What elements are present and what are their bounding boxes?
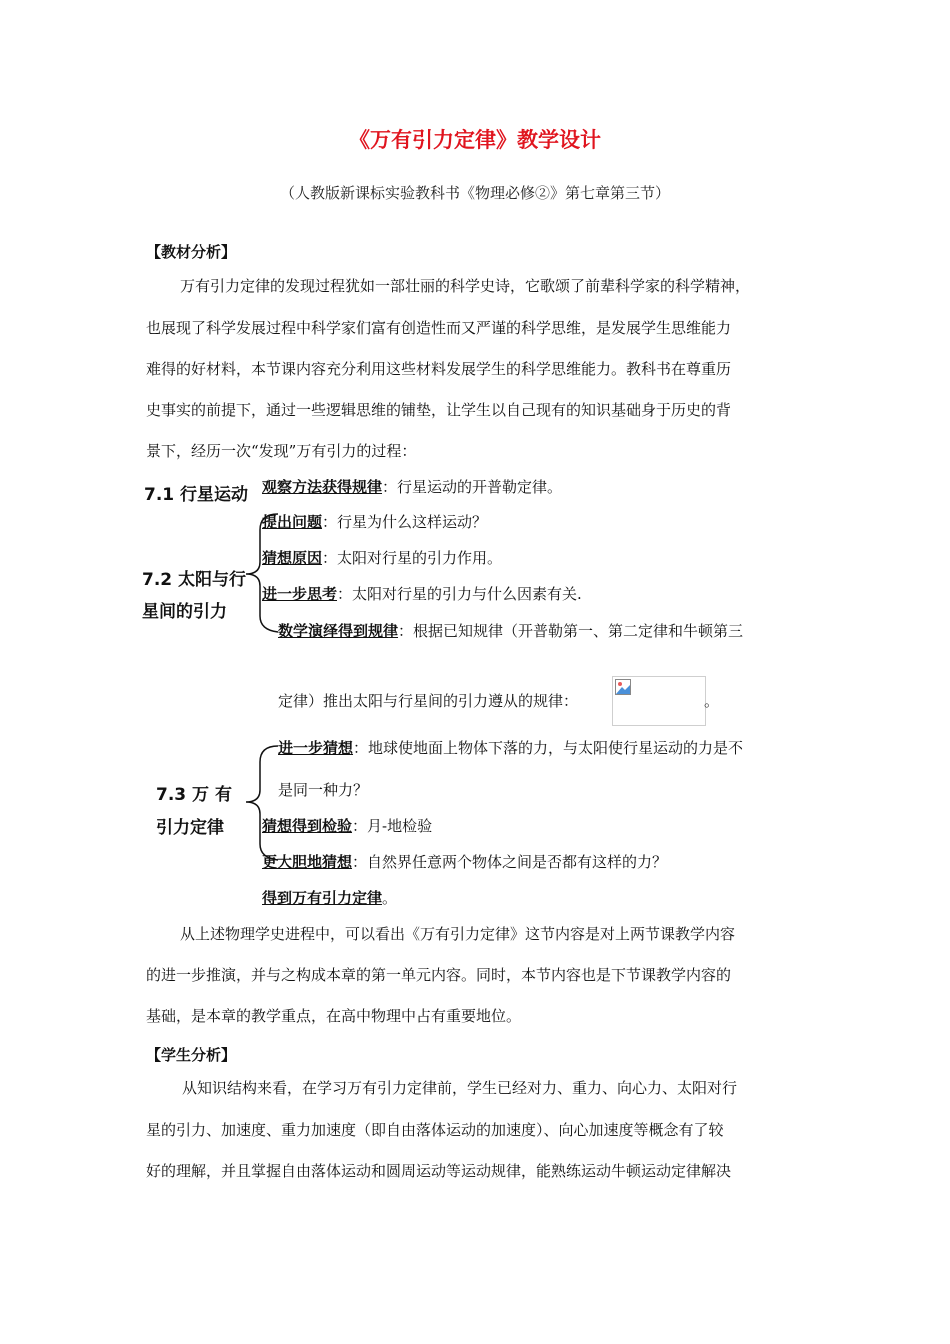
para2-line-2: 的进一步推演，并与之构成本章的第一单元内容。同时，本节内容也是下节课教学内容的 — [146, 966, 732, 984]
para2-line-1: 从上述物理学史进程中，可以看出《万有引力定律》这节内容是对上两节课教学内容 — [180, 925, 736, 943]
item-text: ：太阳对行星的引力作用。 — [322, 549, 503, 567]
section-7-3-label-line-2: 引力定律 — [156, 818, 224, 838]
para3-line-2: 星的引力、加速度、重力加速度（即自由落体运动的加速度）、向心加速度等概念有了较 — [146, 1121, 724, 1139]
item-bold: 更大胆地猜想 — [262, 853, 353, 871]
item-bold: 观察方法获得规律 — [262, 478, 383, 496]
formula-image-placeholder — [612, 676, 706, 726]
item-bold: 进一步思考 — [262, 585, 338, 603]
item-text: ：行星运动的开普勒定律。 — [382, 478, 563, 496]
item-text: ：自然界任意两个物体之间是否都有这样的力？ — [352, 853, 668, 871]
item-bold: 数学演绎得到规律 — [278, 622, 399, 640]
broken-image-icon — [615, 679, 631, 695]
para3-line-1: 从知识结构来看，在学习万有引力定律前，学生已经对力、重力、向心力、太阳对行 — [182, 1079, 738, 1097]
item-bold: 猜想原因 — [262, 549, 323, 567]
para2-line-3: 基础，是本章的教学重点，在高中物理中占有重要地位。 — [146, 1007, 522, 1025]
continuation-end-mark: 。 — [704, 692, 720, 710]
section-heading-textbook-analysis: 【教材分析】 — [146, 243, 237, 261]
section-7-2-label-line-2: 星间的引力 — [142, 602, 227, 622]
section-heading-student-analysis: 【学生分析】 — [146, 1046, 237, 1064]
item-bold: 提出问题 — [262, 513, 323, 531]
item-bold: 猜想得到检验 — [262, 817, 353, 835]
intro-line-2: 也展现了科学发展过程中科学家们富有创造性而又严谨的科学思维，是发展学生思维能力 — [146, 319, 732, 337]
intro-line-5: 景下，经历一次“发现”万有引力的过程： — [146, 442, 417, 460]
section-7-1-label: 7.1 行星运动 — [144, 485, 249, 505]
item-text: ：根据已知规律（开普勒第一、第二定律和牛顿第三 — [398, 622, 744, 640]
section-7-2-item-4 — [278, 610, 743, 652]
item-text: ：太阳对行星的引力与什么因素有关. — [337, 585, 582, 603]
item-text: ：月-地检验 — [352, 817, 433, 835]
item-text: 。 — [382, 889, 398, 907]
section-7-2-item-3 — [262, 573, 582, 615]
item-bold: 进一步猜想 — [278, 739, 354, 757]
section-7-3-item-1 — [278, 727, 743, 769]
intro-line-3: 难得的好材料，本节课内容充分利用这些材料发展学生的科学思维能力。教科书在尊重历 — [146, 360, 732, 378]
item-bold: 得到万有引力定律 — [262, 889, 383, 907]
item-text: ：地球使地面上物体下落的力，与太阳使行星运动的力是不 — [353, 739, 744, 757]
intro-line-1: 万有引力定律的发现过程犹如一部壮丽的科学史诗，它歌颂了前辈科学家的科学精神， — [180, 277, 751, 295]
document-title: 《万有引力定律》教学设计 — [349, 127, 601, 152]
section-7-2-continuation: 定律）推出太阳与行星间的引力遵从的规律： — [278, 692, 579, 710]
document-subtitle: （人教版新课标实验教科书《物理必修②》第七章第三节） — [279, 184, 670, 202]
para3-line-3: 好的理解，并且掌握自由落体运动和圆周运动等运动规律，能熟练运动牛顿运动定律解决 — [146, 1162, 732, 1180]
intro-line-4: 史事实的前提下，通过一些逻辑思维的铺垫，让学生以自己现有的知识基础身于历史的背 — [146, 401, 732, 419]
section-7-2-label-line-1: 7.2 太阳与行 — [142, 570, 247, 590]
item-text: 是同一种力？ — [278, 781, 369, 799]
section-7-3-label-line-1: 7.3 万 有 — [156, 785, 232, 805]
item-text: ：行星为什么这样运动？ — [322, 513, 488, 531]
